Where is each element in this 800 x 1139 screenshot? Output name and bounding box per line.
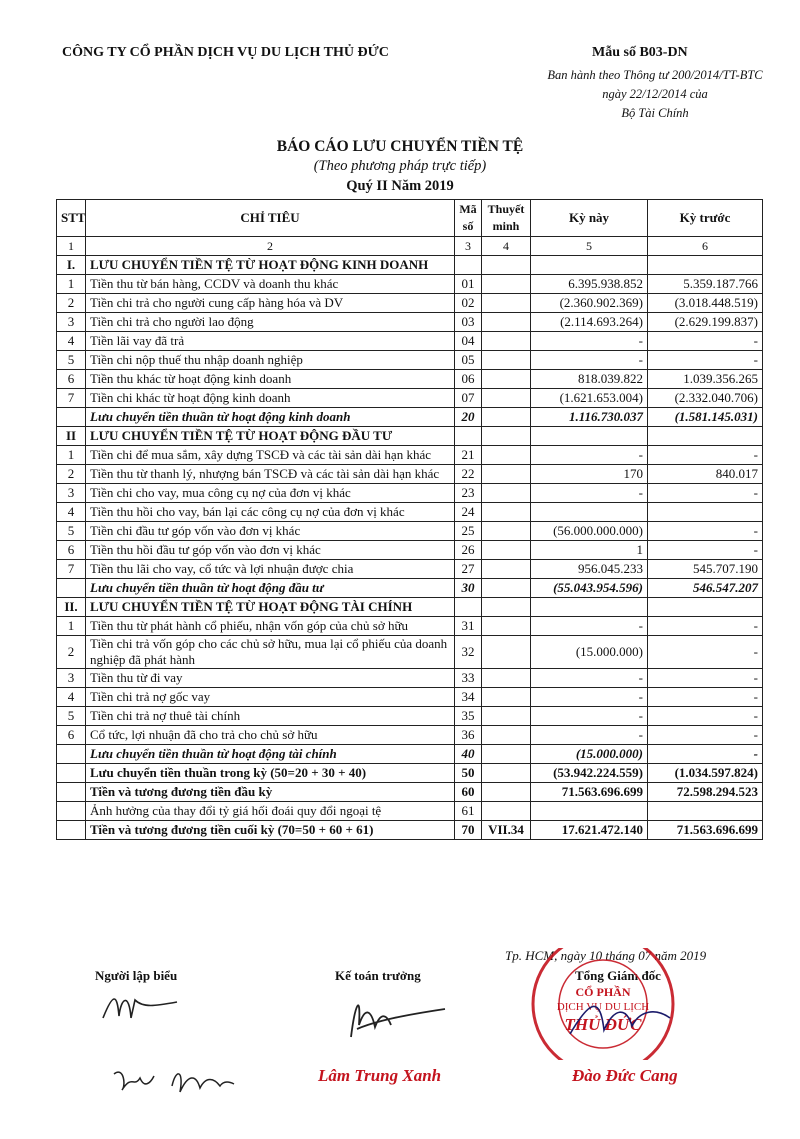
cell-note	[482, 522, 531, 541]
director-name: Đào Đức Cang	[572, 1066, 678, 1085]
cell-current	[531, 256, 648, 275]
cell-item: LƯU CHUYỂN TIỀN TỆ TỪ HOẠT ĐỘNG TÀI CHÍNH	[86, 598, 455, 617]
cell-item: Tiền lãi vay đã trả	[86, 332, 455, 351]
cell-stt: 7	[57, 389, 86, 408]
cell-note	[482, 256, 531, 275]
cell-code	[455, 598, 482, 617]
cell-code: 27	[455, 560, 482, 579]
table-row	[57, 598, 763, 617]
cell-current: 1	[531, 541, 648, 560]
table-row	[57, 446, 763, 465]
svg-text:THỦ ĐỨC: THỦ ĐỨC	[564, 1015, 642, 1034]
table-row	[57, 389, 763, 408]
cell-previous: (1.034.597.824)	[648, 764, 763, 783]
cell-stt: 2	[57, 294, 86, 313]
cell-previous: 546.547.207	[648, 579, 763, 598]
column-number: 5	[531, 237, 648, 256]
header-item: CHỈ TIÊU	[86, 200, 455, 237]
svg-text:DỊCH VỤ DU LỊCH: DỊCH VỤ DU LỊCH	[556, 1001, 650, 1013]
table-row	[57, 332, 763, 351]
cell-stt: 5	[57, 351, 86, 370]
cell-previous: -	[648, 617, 763, 636]
cell-item: Tiền thu lãi cho vay, cổ tức và lợi nhuận được chia	[86, 560, 455, 579]
cell-current: 956.045.233	[531, 560, 648, 579]
table-row	[57, 503, 763, 522]
cell-item: Tiền thu từ đi vay	[86, 669, 455, 688]
cell-code: 50	[455, 764, 482, 783]
cell-previous: -	[648, 446, 763, 465]
cell-stt: 1	[57, 275, 86, 294]
preparer-signature	[95, 988, 185, 1028]
table-row	[57, 427, 763, 446]
table-row	[57, 669, 763, 688]
company-name: CÔNG TY CỔ PHẦN DỊCH VỤ DU LỊCH THỦ ĐỨC	[62, 45, 389, 60]
cell-current: -	[531, 446, 648, 465]
cell-item: Lưu chuyển tiền thuần từ hoạt động đầu tư	[86, 579, 455, 598]
cell-code: 26	[455, 541, 482, 560]
cell-note	[482, 669, 531, 688]
cell-note	[482, 275, 531, 294]
cell-code: 40	[455, 745, 482, 764]
cell-code: 07	[455, 389, 482, 408]
cell-current: 1.116.730.037	[531, 408, 648, 427]
cell-stt: 6	[57, 370, 86, 389]
cell-item: Tiền chi khác từ hoạt động kinh doanh	[86, 389, 455, 408]
table-row	[57, 256, 763, 275]
issued-line: Bộ Tài Chính	[621, 106, 689, 120]
report-title: BÁO CÁO LƯU CHUYỂN TIỀN TỆ	[276, 138, 524, 155]
cell-current: (56.000.000.000)	[531, 522, 648, 541]
cell-stt: 7	[57, 560, 86, 579]
column-number: 3	[455, 237, 482, 256]
cell-note	[482, 408, 531, 427]
cell-previous	[648, 802, 763, 821]
cell-current: -	[531, 688, 648, 707]
cell-code: 03	[455, 313, 482, 332]
column-number: 1	[57, 237, 86, 256]
cell-item: Tiền và tương đương tiền cuối kỳ (70=50 + 60 + 61)	[86, 821, 455, 840]
cell-stt: II.	[57, 598, 86, 617]
cell-item: Tiền chi nộp thuế thu nhập doanh nghiệp	[86, 351, 455, 370]
accountant-signature	[335, 985, 465, 1045]
cell-stt: 5	[57, 707, 86, 726]
cell-stt	[57, 745, 86, 764]
cell-current: 71.563.696.699	[531, 783, 648, 802]
cell-previous: (1.581.145.031)	[648, 408, 763, 427]
accountant-name: Lâm Trung Xanh	[318, 1066, 442, 1085]
cell-previous: -	[648, 522, 763, 541]
cell-code: 24	[455, 503, 482, 522]
table-row	[57, 560, 763, 579]
cell-code: 05	[455, 351, 482, 370]
column-number-row	[57, 237, 763, 256]
cell-previous: (3.018.448.519)	[648, 294, 763, 313]
cell-code: 31	[455, 617, 482, 636]
cell-current: (2.360.902.369)	[531, 294, 648, 313]
cell-note	[482, 707, 531, 726]
cell-code: 21	[455, 446, 482, 465]
cell-note	[482, 560, 531, 579]
header-code	[455, 200, 482, 237]
cell-item: Tiền thu khác từ hoạt động kinh doanh	[86, 370, 455, 389]
table-row	[57, 617, 763, 636]
table-row	[57, 764, 763, 783]
cell-note: VII.34	[482, 821, 531, 840]
form-code: Mẫu số B03-DN	[592, 45, 688, 60]
cell-stt: 2	[57, 636, 86, 669]
header-note-line: minh	[492, 219, 520, 233]
cell-stt: 5	[57, 522, 86, 541]
cell-current: -	[531, 707, 648, 726]
cell-current: (53.942.224.559)	[531, 764, 648, 783]
cell-stt: I.	[57, 256, 86, 275]
cash-flow-table	[56, 199, 763, 840]
cell-previous: 840.017	[648, 465, 763, 484]
cell-current: 170	[531, 465, 648, 484]
cell-previous: 72.598.294.523	[648, 783, 763, 802]
cell-code: 22	[455, 465, 482, 484]
header-note-line: Thuyết	[487, 202, 525, 216]
cell-current: (55.043.954.596)	[531, 579, 648, 598]
cell-stt	[57, 579, 86, 598]
cell-note	[482, 389, 531, 408]
cell-note	[482, 541, 531, 560]
cell-stt: 4	[57, 688, 86, 707]
cell-item: Tiền thu hồi cho vay, bán lại các công cụ nợ của đơn vị khác	[86, 503, 455, 522]
cell-note	[482, 313, 531, 332]
cell-note	[482, 764, 531, 783]
cell-previous	[648, 598, 763, 617]
cell-current: (15.000.000)	[531, 636, 648, 669]
cell-current	[531, 802, 648, 821]
cell-current: 6.395.938.852	[531, 275, 648, 294]
cell-previous: (2.332.040.706)	[648, 389, 763, 408]
cell-current: -	[531, 332, 648, 351]
cell-code	[455, 427, 482, 446]
cell-code: 35	[455, 707, 482, 726]
table-row	[57, 726, 763, 745]
report-subtitle: (Theo phương pháp trực tiếp)	[313, 158, 487, 174]
accountant-title: Kế toán trưởng	[335, 968, 421, 983]
cell-note	[482, 617, 531, 636]
cell-code: 23	[455, 484, 482, 503]
cell-note	[482, 332, 531, 351]
cell-previous: -	[648, 351, 763, 370]
table-row	[57, 313, 763, 332]
cell-code: 25	[455, 522, 482, 541]
cell-code: 06	[455, 370, 482, 389]
cell-previous: 545.707.190	[648, 560, 763, 579]
column-number: 2	[86, 237, 455, 256]
cell-current: (2.114.693.264)	[531, 313, 648, 332]
cell-note	[482, 745, 531, 764]
cell-stt	[57, 408, 86, 427]
cell-note	[482, 446, 531, 465]
cell-item: Tiền thu từ thanh lý, nhượng bán TSCĐ và các tài sản dài hạn khác	[86, 465, 455, 484]
director-title: Tổng Giám đốc	[575, 968, 661, 983]
table-row	[57, 465, 763, 484]
cell-item: Tiền chi cho vay, mua công cụ nợ của đơn vị khác	[86, 484, 455, 503]
cell-item: Tiền thu hồi đầu tư góp vốn vào đơn vị khác	[86, 541, 455, 560]
issued-line: ngày 22/12/2014 của	[602, 87, 708, 101]
cell-note	[482, 294, 531, 313]
cell-previous: -	[648, 541, 763, 560]
table-row	[57, 707, 763, 726]
table-row	[57, 636, 763, 669]
cell-current: -	[531, 617, 648, 636]
cell-item: Lưu chuyển tiền thuần từ hoạt động kinh doanh	[86, 408, 455, 427]
cell-code: 36	[455, 726, 482, 745]
column-number: 4	[482, 237, 531, 256]
cell-note	[482, 783, 531, 802]
cell-current: (1.621.653.004)	[531, 389, 648, 408]
report-period: Quý II Năm 2019	[346, 178, 454, 194]
cell-current: -	[531, 484, 648, 503]
table-row	[57, 579, 763, 598]
cell-previous: -	[648, 332, 763, 351]
cell-stt: 3	[57, 313, 86, 332]
cell-previous: -	[648, 707, 763, 726]
cell-previous	[648, 256, 763, 275]
cell-item: Tiền chi trả vốn góp cho các chủ sở hữu, mua lại cổ phiếu của doanh nghiệp đã phát hành	[86, 636, 455, 669]
cell-item: Lưu chuyển tiền thuần từ hoạt động tài chính	[86, 745, 455, 764]
cell-item: Tiền chi trả nợ gốc vay	[86, 688, 455, 707]
table-body	[57, 256, 763, 840]
cell-code: 33	[455, 669, 482, 688]
cell-stt: 1	[57, 446, 86, 465]
cell-code: 20	[455, 408, 482, 427]
cell-note	[482, 726, 531, 745]
cell-current: -	[531, 726, 648, 745]
cell-code	[455, 256, 482, 275]
cell-note	[482, 351, 531, 370]
cell-code: 61	[455, 802, 482, 821]
cell-previous: 5.359.187.766	[648, 275, 763, 294]
cell-previous: (2.629.199.837)	[648, 313, 763, 332]
cell-note	[482, 427, 531, 446]
cell-item: LƯU CHUYỂN TIỀN TỆ TỪ HOẠT ĐỘNG KINH DOANH	[86, 256, 455, 275]
cell-note	[482, 484, 531, 503]
cell-stt: 2	[57, 465, 86, 484]
cell-previous: 71.563.696.699	[648, 821, 763, 840]
issued-line: Ban hành theo Thông tư 200/2014/TT-BTC	[547, 68, 763, 82]
cell-note	[482, 503, 531, 522]
cell-current: 17.621.472.140	[531, 821, 648, 840]
cell-item: LƯU CHUYỂN TIỀN TỆ TỪ HOẠT ĐỘNG ĐẦU TƯ	[86, 427, 455, 446]
place-date: Tp. HCM, ngày 10 tháng 07 năm 2019	[505, 948, 707, 963]
cell-stt: 4	[57, 503, 86, 522]
cell-stt	[57, 802, 86, 821]
cell-current	[531, 598, 648, 617]
header-code-line: số	[462, 219, 474, 233]
cell-note	[482, 465, 531, 484]
header-code-line: Mã	[459, 202, 477, 216]
table-row	[57, 541, 763, 560]
cell-item: Cổ tức, lợi nhuận đã cho trả cho chủ sở hữu	[86, 726, 455, 745]
cell-note	[482, 598, 531, 617]
cell-previous	[648, 427, 763, 446]
header-stt: STT	[57, 200, 86, 237]
cell-stt	[57, 764, 86, 783]
cell-stt: 4	[57, 332, 86, 351]
director-signature	[560, 990, 680, 1050]
table-row	[57, 522, 763, 541]
cell-current: -	[531, 351, 648, 370]
cell-stt: 1	[57, 617, 86, 636]
table-row	[57, 783, 763, 802]
cell-item: Tiền thu từ phát hành cổ phiếu, nhận vốn góp của chủ sở hữu	[86, 617, 455, 636]
table-row	[57, 688, 763, 707]
table-row	[57, 745, 763, 764]
cell-code: 70	[455, 821, 482, 840]
table-row	[57, 484, 763, 503]
table-row	[57, 294, 763, 313]
cell-item: Tiền chi trả cho người lao động	[86, 313, 455, 332]
cell-item: Lưu chuyển tiền thuần trong kỳ (50=20 + 30 + 40)	[86, 764, 455, 783]
table-row	[57, 821, 763, 840]
table-row	[57, 802, 763, 821]
cell-code: 01	[455, 275, 482, 294]
cell-previous: -	[648, 726, 763, 745]
cell-stt: II	[57, 427, 86, 446]
table-row	[57, 370, 763, 389]
table-row	[57, 408, 763, 427]
cell-item: Tiền chi đầu tư góp vốn vào đơn vị khác	[86, 522, 455, 541]
cell-current	[531, 503, 648, 522]
cell-item: Tiền chi trả cho người cung cấp hàng hóa và DV	[86, 294, 455, 313]
cell-item: Tiền thu từ bán hàng, CCDV và doanh thu khác	[86, 275, 455, 294]
cell-note	[482, 688, 531, 707]
cell-previous: -	[648, 484, 763, 503]
cell-previous: -	[648, 669, 763, 688]
cell-current: 818.039.822	[531, 370, 648, 389]
cell-current: -	[531, 669, 648, 688]
preparer-handwritten-name	[110, 1064, 240, 1100]
cell-stt: 6	[57, 541, 86, 560]
cell-previous: -	[648, 688, 763, 707]
cell-note	[482, 370, 531, 389]
cell-item: Tiền và tương đương tiền đầu kỳ	[86, 783, 455, 802]
column-number: 6	[648, 237, 763, 256]
cell-code: 32	[455, 636, 482, 669]
cell-current	[531, 427, 648, 446]
cell-item: Ảnh hưởng của thay đổi tỷ giá hối đoái quy đổi ngoại tệ	[86, 802, 455, 821]
header-note	[482, 200, 531, 237]
cell-stt: 3	[57, 669, 86, 688]
cell-item: Tiền chi trả nợ thuê tài chính	[86, 707, 455, 726]
cell-note	[482, 802, 531, 821]
cell-note	[482, 636, 531, 669]
cell-previous: -	[648, 636, 763, 669]
cell-code: 30	[455, 579, 482, 598]
cell-stt	[57, 821, 86, 840]
table-header-row	[57, 200, 763, 237]
cell-item: Tiền chi để mua sắm, xây dựng TSCĐ và các tài sản dài hạn khác	[86, 446, 455, 465]
cell-note	[482, 579, 531, 598]
cell-code: 04	[455, 332, 482, 351]
header-current: Kỳ này	[531, 200, 648, 237]
cell-code: 02	[455, 294, 482, 313]
svg-text:CỔ PHẦN: CỔ PHẦN	[575, 985, 631, 999]
table-row	[57, 351, 763, 370]
preparer-title: Người lập biểu	[95, 968, 178, 983]
cell-current: (15.000.000)	[531, 745, 648, 764]
cell-stt: 6	[57, 726, 86, 745]
cell-code: 60	[455, 783, 482, 802]
header-previous: Kỳ trước	[648, 200, 763, 237]
cell-stt: 3	[57, 484, 86, 503]
cell-previous: -	[648, 745, 763, 764]
issued-note	[520, 66, 790, 123]
cell-stt	[57, 783, 86, 802]
cell-previous: 1.039.356.265	[648, 370, 763, 389]
cell-code: 34	[455, 688, 482, 707]
cell-previous	[648, 503, 763, 522]
table-row	[57, 275, 763, 294]
